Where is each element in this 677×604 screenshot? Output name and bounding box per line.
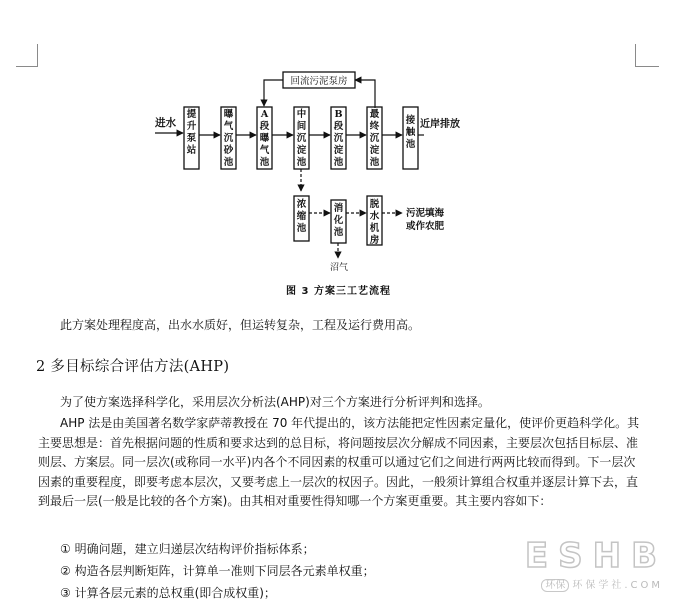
unit-label-a-aeration: A 段曝气池 <box>259 109 270 168</box>
unit-label-dewatering: 脱水机房 <box>369 199 380 246</box>
unit-label-lift-pump: 提升泵站 <box>186 109 197 156</box>
watermark-logo: ESHB <box>524 536 667 576</box>
watermark-subtitle <box>541 576 663 591</box>
paragraph-scheme-summary: 此方案处理程度高，出水水质好，但运转复杂，工程及运行费用高。 <box>60 318 421 332</box>
unit-label-final-clarifier: 最终沉淀池 <box>369 109 380 168</box>
unit-label-mid-clarifier: 中间沉淀池 <box>296 109 307 168</box>
recycle-return-line <box>355 80 375 108</box>
figure-caption: 图 3 方案三工艺流程 <box>286 286 391 297</box>
recycle-pump-house-label: 回流污泥泵房 <box>290 76 348 87</box>
paragraph-ahp-intro: 为了使方案选择科学化，采用层次分析法(AHP)对三个方案进行分析评判和选择。 <box>60 395 490 409</box>
watermark-badge: 环保 <box>541 579 569 592</box>
unit-label-digester: 消化池 <box>333 203 344 238</box>
paragraph-ahp-description: AHP 法是由美国著名数学家萨蒂教授在 70 年代提出的，该方法能把定性因素定量化，使评价更趋科学化。其主要思想是：首先根据问题的性质和要求达到的总目标，将问题按层次分解成不同因素，主要层次包括目标层、准则层、方案层。同一层次(或称同一水平)内各个不同因素的权重可以通过它们之间进行两两比较而得到。下一层次因素的重要程度，即要考虑本层次，又要考虑上一层次的权因子。因此，一般须计算组合权重并逐层计算下去，直到最后一层(一般是比较的各个方案)。由其相对重要性得知哪一个方案更重要。其主要内容如下： <box>38 416 640 508</box>
list-item: ② 构造各层判断矩阵，计算单一准则下同层各元素单权重； <box>60 564 375 578</box>
list-item: ③ 计算各层元素的总权重(即合成权重)； <box>60 586 276 600</box>
disposal-label-line2: 或作农肥 <box>406 221 445 232</box>
unit-label-grit-chamber: 曝气沉砂池 <box>223 109 234 168</box>
sludge-flow-arrows <box>309 213 402 258</box>
disposal-label-line1: 污泥填海 <box>406 208 445 219</box>
unit-label-b-clarifier: B 段沉淀池 <box>333 109 344 168</box>
unit-label-thickener: 浓缩池 <box>296 199 307 234</box>
inlet-label: 进水 <box>155 117 176 129</box>
biogas-label: 沼气 <box>330 263 349 273</box>
main-unit-labels <box>186 108 416 168</box>
section-heading: 2 多目标综合评估方法(AHP) <box>36 359 230 375</box>
recycle-feed-line <box>264 80 283 106</box>
site-watermark <box>497 536 667 594</box>
process-flow-diagram <box>0 0 677 290</box>
steps-list <box>60 538 375 604</box>
unit-label-contact-tank: 接触池 <box>405 115 416 150</box>
watermark-subtitle-text: 环保学社.COM <box>572 580 663 591</box>
outlet-label: 近岸排放 <box>420 119 460 130</box>
list-item: ① 明确问题，建立归递层次结构评价指标体系； <box>60 542 315 556</box>
